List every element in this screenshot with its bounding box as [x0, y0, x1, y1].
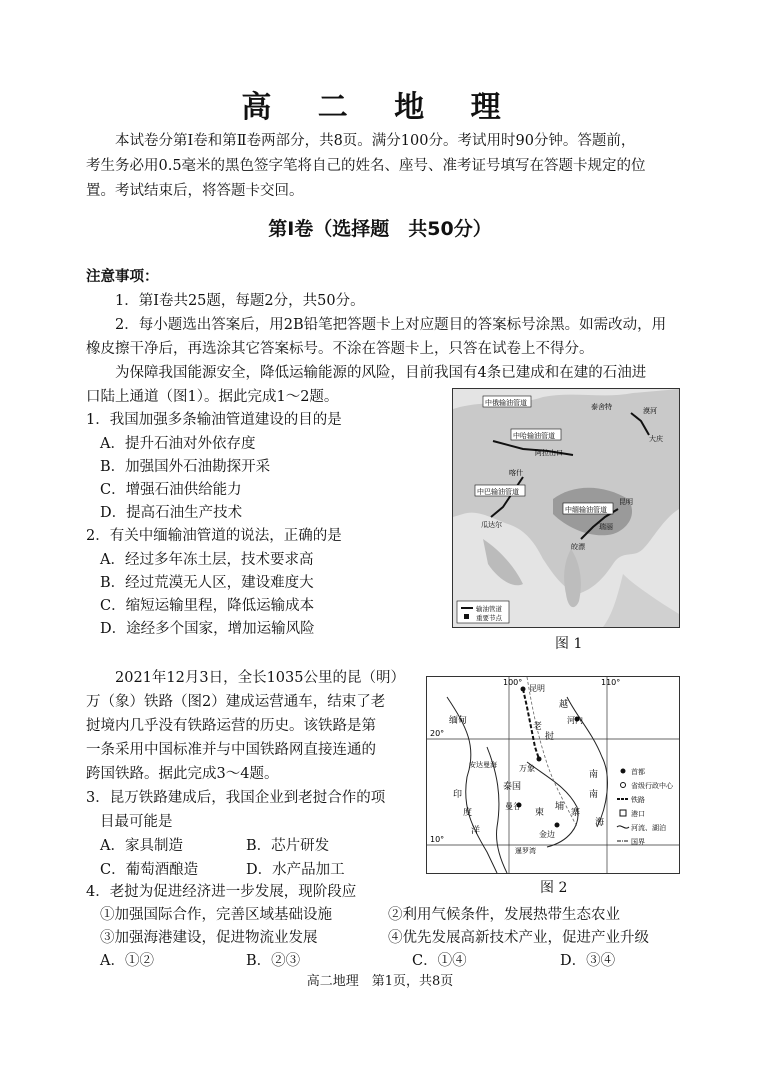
fig2-legend	[617, 767, 674, 846]
q2-option-c: C．缩短运输里程，降低运输成本	[100, 598, 315, 614]
intro-line-1: 本试卷分第Ⅰ卷和第Ⅱ卷两部分，共8页。满分100分。考试用时90分钟。答题前，	[115, 133, 636, 149]
q3-option-c: C．葡萄酒酿造	[100, 862, 199, 878]
q2-stem: 2．有关中缅输油管道的说法，正确的是	[86, 528, 342, 544]
intro-line-3: 置。考试结束后，将答题卡交回。	[86, 183, 304, 199]
fig2-kunming-marker	[521, 687, 526, 692]
q1-option-c: C．增强石油供给能力	[100, 482, 242, 498]
fig2-label-hai: 海	[595, 818, 605, 828]
fig2-label-lat10: 10°	[430, 835, 445, 844]
fig2-label-yin: 印	[453, 790, 463, 800]
fig2-label-jinbian: 金边	[539, 830, 555, 839]
fig1-label-ruili: 瑞丽	[599, 523, 613, 531]
context2-line-3: 挝境内几乎没有铁路运营的历史。该铁路是第	[86, 718, 376, 734]
q4-statement-2: ②利用气候条件，发展热带生态农业	[388, 907, 620, 923]
figure-2-map	[426, 676, 680, 874]
section-title: 第Ⅰ卷（选择题 共50分）	[268, 218, 492, 240]
q1-option-a: A．提升石油对外依存度	[100, 436, 256, 452]
fig1-label-moheng: 漠河	[643, 407, 657, 415]
fig2-label-laos-1: 老	[533, 722, 543, 732]
q3-stem-1: 3．昆万铁路建成后，我国企业到老挝合作的项	[86, 790, 386, 806]
q4-option-a: A．①②	[100, 953, 154, 969]
page-footer: 高二地理 第1页，共8页	[306, 974, 454, 989]
fig2-label-pu: 埔	[555, 802, 565, 812]
q3-option-d: D．水产品加工	[246, 862, 345, 878]
fig2-label-south: 南	[589, 790, 599, 800]
q3-option-b: B．芯片研发	[246, 838, 330, 854]
fig2-label-nan: 南	[589, 770, 599, 780]
fig1-legend-pipeline: 输油管道	[476, 605, 502, 613]
q4-statement-3: ③加强海港建设，促进物流业发展	[100, 930, 318, 946]
fig2-label-wanxiang: 万象	[519, 764, 535, 773]
figure-2-caption: 图 2	[540, 880, 568, 896]
figure-1-caption: 图 1	[555, 636, 583, 652]
q4-option-b: B．②③	[246, 953, 301, 969]
fig2-label-jian: 柬	[535, 808, 545, 818]
fig2-label-siam: 暹罗湾	[515, 847, 536, 855]
q2-option-a: A．经过多年冻土层，技术要求高	[100, 552, 314, 568]
fig2-label-mangu: 曼谷	[505, 802, 521, 811]
fig2-legend-river: 河流、湖泊	[631, 824, 666, 832]
fig2-label-lon110: 110°	[601, 678, 621, 687]
context1-line-2: 口陆上通道（图1）。据此完成1～2题。	[86, 389, 339, 405]
fig2-label-andaman: 安达曼海	[469, 761, 497, 769]
q3-option-a: A．家具制造	[100, 838, 183, 854]
context2-line-1: 2021年12月3日，全长1035公里的昆（明）	[115, 670, 405, 686]
fig1-label-kashi: 喀什	[509, 469, 523, 477]
fig1-label-jiaopiao: 皎漂	[571, 543, 585, 551]
q4-option-c: C．①④	[412, 953, 467, 969]
fig1-label-guadaer: 瓜达尔	[481, 521, 502, 529]
fig1-label-daqing: 大庆	[649, 435, 663, 443]
intro-line-2: 考生务必用0.5毫米的黑色签字笔将自己的姓名、座号、准考证号填写在答题卡规定的位	[86, 158, 646, 174]
fig2-label-kunming: 昆明	[529, 684, 545, 693]
q1-stem: 1．我国加强多条输油管道建设的目的是	[86, 412, 342, 428]
fig1-label-tuojinsike: 泰舍特	[591, 403, 612, 411]
q2-option-d: D．途经多个国家，增加运输风险	[100, 621, 315, 637]
q3-stem-2: 目最可能是	[100, 814, 173, 830]
fig1-label-zhong-e: 中俄输油管道	[485, 399, 527, 407]
notice-item-1: 1．第Ⅰ卷共25题，每题2分，共50分。	[115, 293, 365, 309]
fig2-label-lat20: 20°	[430, 729, 445, 738]
fig1-label-zhong-mian: 中缅输油管道	[565, 506, 607, 514]
fig2-legend-railway: 铁路	[631, 796, 645, 804]
fig2-legend-provincial: 省级行政中心	[631, 782, 673, 790]
q2-option-b: B．经过荒漠无人区，建设难度大	[100, 575, 314, 591]
fig2-jinbian-marker	[555, 823, 560, 828]
fig2-label-miandian: 缅甸	[449, 716, 468, 726]
notice-item-2b: 橡皮擦干净后，再选涂其它答案标号。不涂在答题卡上，只答在试卷上不得分。	[86, 341, 594, 357]
context2-line-4: 一条采用中国标准并与中国铁路网直接连通的	[86, 742, 376, 758]
fig2-label-hanoi: 河内	[567, 716, 583, 725]
q4-stem: 4．老挝为促进经济进一步发展，现阶段应	[86, 884, 357, 900]
page-title: 高 二 地 理	[241, 90, 519, 125]
fig2-label-du: 度	[463, 808, 473, 818]
notice-heading: 注意事项：	[86, 269, 159, 285]
context2-line-2: 万（象）铁路（图2）建成运营通车，结束了老	[86, 694, 386, 710]
q1-option-d: D．提高石油生产技术	[100, 505, 243, 521]
notice-item-2a: 2．每小题选出答案后，用2B铅笔把答题卡上对应题目的答案标号涂黑。如需改动，用	[115, 317, 667, 333]
fig2-legend-border: 国界	[631, 838, 645, 846]
fig2-label-laos-2: 挝	[545, 732, 555, 742]
q1-option-b: B．加强国外石油勘探开采	[100, 459, 271, 475]
fig2-label-taiguo: 泰国	[503, 782, 522, 792]
fig1-label-kunming: 昆明	[619, 498, 633, 506]
fig1-label-zhong-ha: 中哈输油管道	[513, 432, 555, 440]
fig1-label-alashankou: 阿拉山口	[535, 449, 563, 457]
fig2-label-lon100: 100°	[503, 678, 523, 687]
fig2-label-zhai: 寨	[571, 808, 581, 818]
figure-1-map	[452, 388, 680, 628]
q4-option-d: D．③④	[560, 953, 616, 969]
fig2-label-yang: 洋	[471, 826, 481, 836]
fig1-label-zhong-ba: 中巴输油管道	[477, 488, 519, 496]
q4-statement-1: ①加强国际合作，完善区域基础设施	[100, 907, 332, 923]
context1-line-1: 为保障我国能源安全，降低运输能源的风险，目前我国有4条已建成和在建的石油进	[115, 365, 647, 381]
context2-line-5: 跨国铁路。据此完成3～4题。	[86, 766, 279, 782]
fig1-legend-node: 重要节点	[476, 614, 502, 622]
fig2-legend-capital: 首都	[631, 768, 645, 776]
fig2-label-yue: 越	[559, 700, 569, 710]
fig2-legend-port: 港口	[631, 810, 645, 818]
q4-statement-4: ④优先发展高新技术产业，促进产业升级	[388, 930, 649, 946]
fig2-wanxiang-marker	[537, 757, 542, 762]
